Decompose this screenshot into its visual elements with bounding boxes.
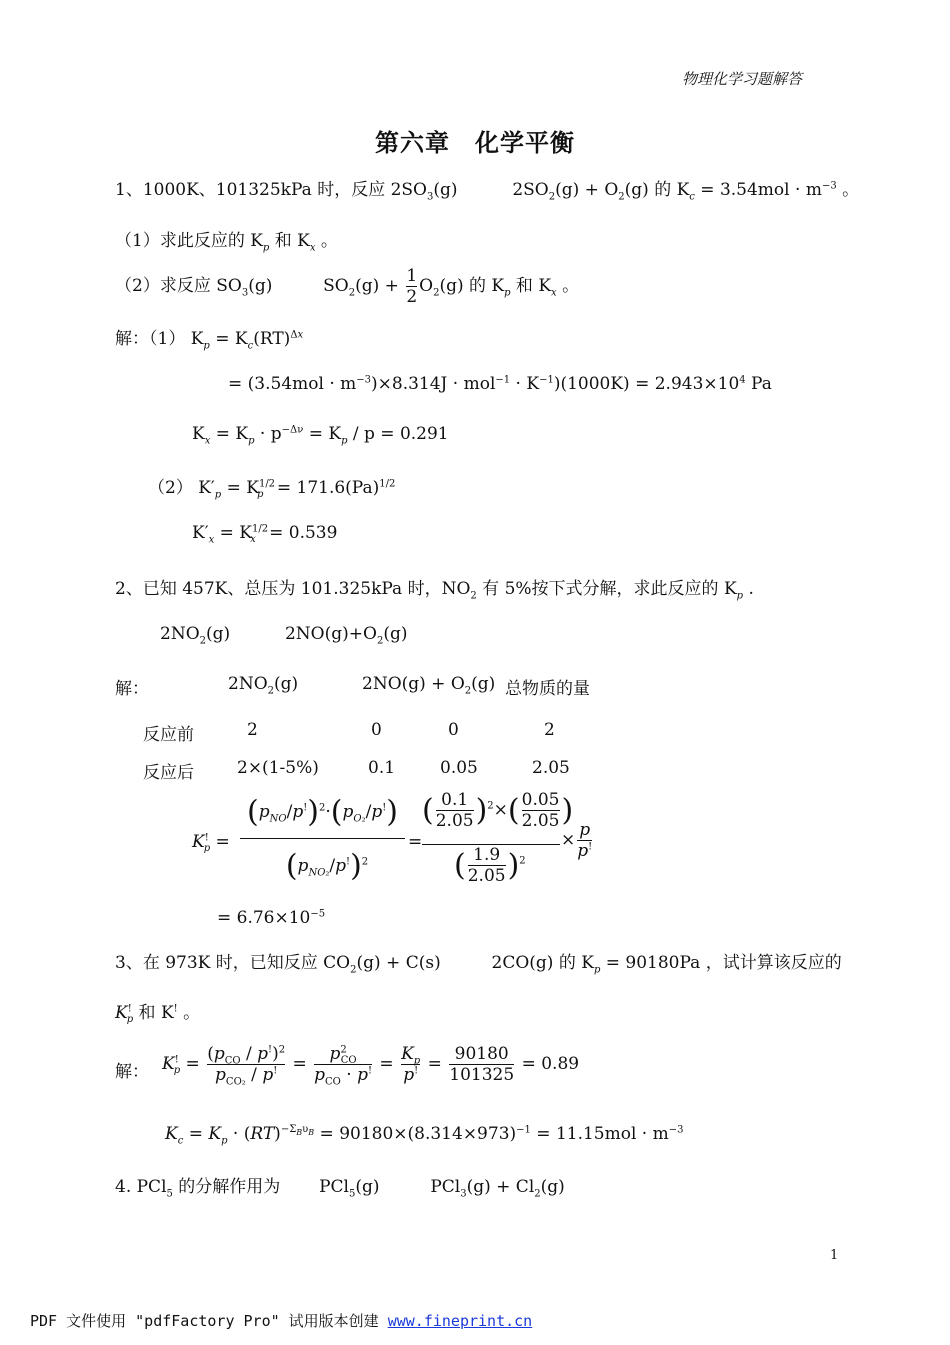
q2-table-header-3: 总物质的量 [505,679,590,699]
q1-solution-line4: （2） $K'_p = K^{1/2}_p = 171.6(Pa)^{1/2}$ [148,478,396,501]
q2-equation: $2NO_2(g)$ $2NO(g)+O_2(g)$ [160,624,408,647]
q2-stem: 2、已知 457K、总压为 101.325kPa 时，$NO_2$ 有 5%按下式分解，求此反应的 $K_p$ . [115,579,754,602]
q2-row-after-c4: 2.05 [532,758,570,778]
q1-stem: 1、1000K、101325kPa 时，反应 $2SO_3(g) 2SO_2(g) + O_2(g)$ 的 $K_c = 3.54mol \cdot m^{-3}$ 。 [115,180,860,203]
q2-row-before-c4: 2 [544,720,555,740]
q2-kp-symbol: $K^!_p$ = [192,832,230,855]
q2-table-header-1: $2NO_2(g)$ [228,674,299,697]
q3-kp-derivation: $K^!_p$ = $\frac{(p_{CO} / p^!)^2}{p_{CO_2} / p^!}$ = $\frac{p^2_{CO}}{p_{CO} \cdot p^!}$ = $\frac{K_p}{p^!}$ = $\frac{90180}{101325}$ = 0.89 [162,1044,580,1088]
q4-stem: 4. PCl$_5$ 的分解作用为 PCl$_5$(g) $PCl_3(g) + Cl_2(g)$ [115,1177,565,1200]
q2-row-after-c3: 0.05 [440,758,478,778]
q1-solution-line2: = $(3.54mol \cdot m^{-3})\times 8.314J \cdot mol^{-1} \cdot K^{-1})(1000K) = 2.943\times 10^4$ Pa [228,374,772,394]
running-header: 物理化学习题解答 [682,70,803,88]
q2-kp-fraction-left: $(p_{NO}/p^!)^2\cdot(p_{O_2}/p^!)$ $(p_{NO_2}/p^!)^2$ [240,787,405,893]
pdf-footer: PDF 文件使用 "pdfFactory Pro" 试用版本创建 www.fineprint.cn [30,1312,533,1330]
q2-row-before-c1: 2 [247,720,258,740]
q2-table-header-2: $2NO(g) + O_2(g)$ [362,674,496,697]
q3-kc-line: $K_c = K_p \cdot (RT)^{-\Sigma_B\upsilon_B} = 90180\times(8.314\times 973)^{-1} = 11.15mol \cdot m^{-3}$ [165,1124,684,1147]
q2-row-after-c1: 2×(1-5%) [237,758,319,778]
fineprint-link[interactable]: www.fineprint.cn [387,1312,533,1330]
q2-row-after-c2: 0.1 [368,758,396,778]
q2-pressure-ratio: × $\frac{p}{p^!}$ [561,820,593,861]
q2-row-before-c3: 0 [448,720,459,740]
q1-part2: （2）求反应 $SO_3(g) SO_2(g)$ + $\frac{1}{2}$ $O_2(g)$ 的 $K_p$ 和 $K_x$ 。 [115,266,580,307]
q1-solution-line1: 解：（1） $K_p = K_c(RT)^{\Delta x}$ [115,329,304,352]
chapter-title: 第六章 化学平衡 [375,128,575,157]
q1-solution-line3: $K_x = K_p \cdot p^{-\Delta\nu} = K_p / p = 0.291$ [192,424,449,447]
q2-sol-label: 解： [115,679,149,699]
q3-stem-line2: $K^!_p$ 和 K! 。 [115,1003,201,1026]
q2-kp-fraction-right: ( $\frac{0.1}{2.05}$ )$^2$×( $\frac{0.05}{2.05}$ ) ( $\frac{1.9}{2.05}$ )$^2$ [422,790,574,886]
q3-stem: 3、在 973K 时，已知反应 $CO_2(g) + C(s)$ 2CO(g) 的 $K_p = 90180Pa$ ，试计算该反应的 [115,953,842,976]
q2-result: = $6.76\times 10^{-5}$ [217,908,326,928]
q1-solution-line5: $K'_x = K^{1/2}_x = 0.539$ [192,523,338,546]
q3-sol-label: 解： [115,1062,149,1082]
q2-row-before-label: 反应前 [143,725,194,745]
q1-part1: （1）求此反应的 $K_p$ 和 $K_x$ 。 [115,231,338,254]
q2-row-after-label: 反应后 [143,763,194,783]
q2-equals: = [408,832,423,852]
q2-row-before-c2: 0 [371,720,382,740]
page-number: 1 [830,1248,839,1263]
